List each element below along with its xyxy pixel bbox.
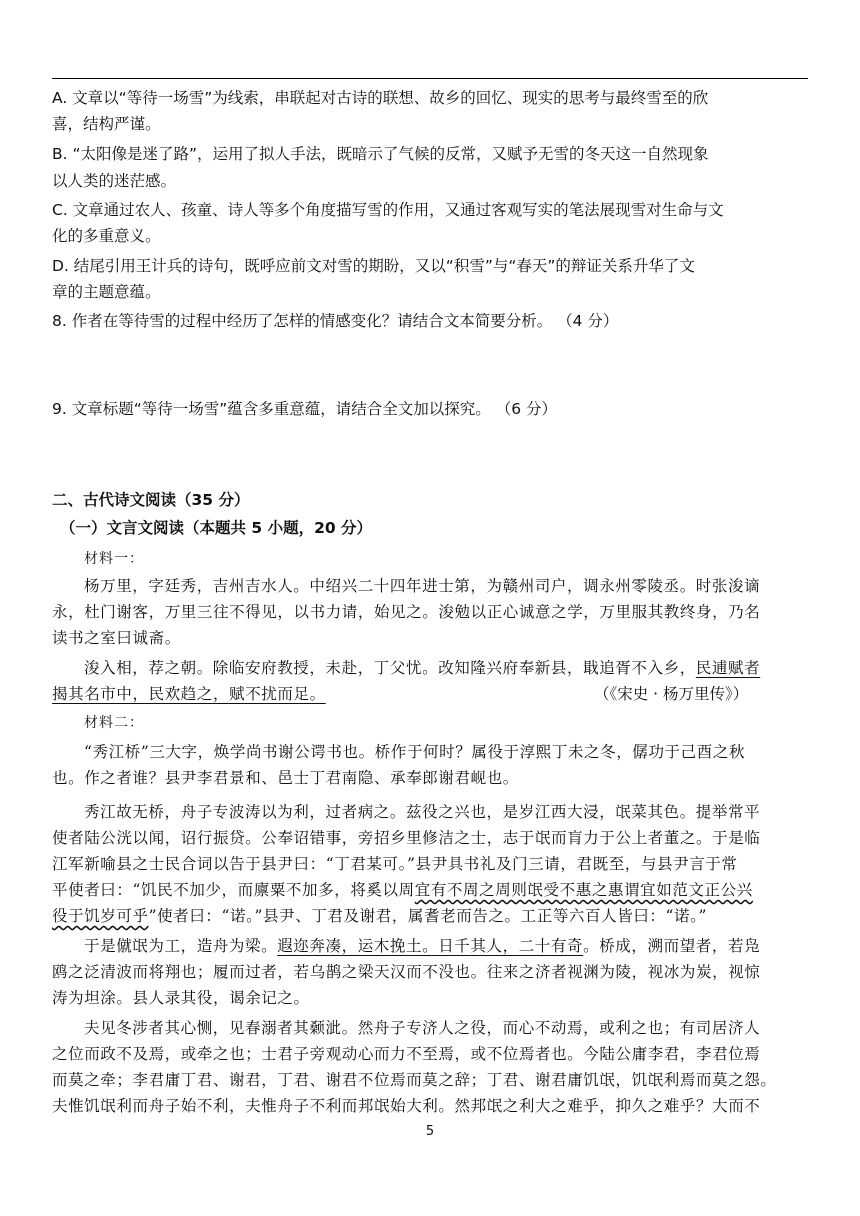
material-1-p1-line-3: 读书之室曰诚斋。 xyxy=(52,629,181,647)
page-number: 5 xyxy=(425,1124,435,1139)
material-2-p4-line-1: 夫见冬涉者其心恻，见春溺者其颡泚。然舟子专济人之役，而心不动焉，或利之也；有司居济人 xyxy=(84,1019,761,1037)
material-2-p3-line-1 xyxy=(52,934,808,956)
material-1-p1-line-2: 永，杜门谢客，万里三往不得见，以书力请，始见之。浚勉以正心诚意之学，万里服其教终身，乃名 xyxy=(52,603,761,621)
wavy-underlined-sentence: 宜有不周之周则氓受不惠之惠谓宜如范文正公兴 xyxy=(414,881,753,899)
header-rule xyxy=(52,78,808,79)
option-c-line-1: C. 文章通过农人、孩童、诗人等多个角度描写雪的作用，又通过客观写实的笔法展现雪对生命与文 xyxy=(52,201,724,219)
wavy-underlined-sentence-cont: 役于饥岁可乎 xyxy=(52,907,149,925)
material-2-p4-line-4: 夫惟饥氓利而舟子始不利，夫惟舟子不利而邦氓始大利。然邦氓之利大之难乎，抑久之难乎？大而不 xyxy=(52,1097,761,1115)
material-2-p3-text: 于是僦氓为工，造舟为梁。 xyxy=(84,937,278,955)
option-a-line-1: A. 文章以“等待一场雪”为线索，串联起对古诗的联想、故乡的回忆、现实的思考与最终雪至的欣 xyxy=(52,89,709,107)
option-d-line-1: D. 结尾引用王计兵的诗句，既呼应前文对雪的期盼，又以“积雪”与“春天”的辩证关系升华了文 xyxy=(52,257,695,275)
underlined-sentence: 民逋赋者 xyxy=(695,659,761,677)
option-a-line-2: 喜，结构严谨。 xyxy=(52,115,161,133)
option-b-line-2: 以人类的迷茫感。 xyxy=(52,172,177,190)
material-1-p2-text: 浚入相，荐之朝。除临安府教授，未赴，丁父忧。改知隆兴府奉新县，戢追胥不入乡， xyxy=(84,659,696,677)
material-2-p3-text-end: 。桥成，溯而望者，若凫 xyxy=(583,937,761,955)
section-subtitle: （一）文言文阅读（本题共 5 小题，20 分） xyxy=(60,519,373,537)
question-9: 9. 文章标题“等待一场雪”蕴含多重意蕴，请结合全文加以探究。 （6 分） xyxy=(52,400,557,418)
material-1-source: （《宋史 · 杨万里传》） xyxy=(594,685,749,703)
material-2-p2-line-5 xyxy=(52,904,808,926)
material-2-p3-line-3: 涛为坦涂。县人录其役，谒余记之。 xyxy=(52,989,310,1007)
section-title: 二、古代诗文阅读（35 分） xyxy=(52,491,250,509)
material-2-p2-text: 平使者曰：“饥民不加少，而廪粟不加多，将奚以周 xyxy=(52,881,415,899)
material-2-p2-text-end: ”使者曰：“诺。”县尹、丁君及谢君，属耆老而告之。工正等六百人皆曰：“诺。” xyxy=(148,907,708,925)
material-2-p2-line-4 xyxy=(52,878,808,900)
material-1-p2-line-1 xyxy=(52,656,808,678)
option-c-line-2: 化的多重意义。 xyxy=(52,227,161,245)
material-2-p4-line-2: 之位而政不及焉，或牵之也；士君子旁观动心而力不至焉，或不位焉者也。今陆公庸李君，李君位焉 xyxy=(52,1045,761,1063)
material-2-p4-line-3: 而莫之牵；李君庸丁君、谢君，丁君、谢君不位焉而莫之辞；丁君、谢君庸饥氓，饥氓利焉而莫之怨。 xyxy=(52,1071,777,1089)
underlined-sentence-cont: 揭其名市中，民欢趋之，赋不扰而足。 xyxy=(52,685,326,703)
material-2-p2-line-1: 秀江故无桥，舟子专波涛以为利，过者病之。兹役之兴也，是岁江西大浸，氓菜其色。提举常平 xyxy=(84,803,761,821)
question-8: 8. 作者在等待雪的过程中经历了怎样的情感变化？请结合文本简要分析。 （4 分） xyxy=(52,312,619,330)
material-2-p1-line-2: 也。作之者谁？县尹李君景和、邑士丁君南隐、承奉郎谢君岘也。 xyxy=(52,769,519,787)
material-2-p1-line-1: “秀江桥”三大字，焕学尚书谢公谔书也。桥作于何时？属役于淳熙丁未之冬，僝功于己酉之秋 xyxy=(84,743,746,761)
material-1-label: 材料一： xyxy=(84,551,144,567)
option-b-line-1: B. “太阳像是迷了路”，运用了拟人手法，既暗示了气候的反常，又赋予无雪的冬天这一自然现象 xyxy=(52,145,709,163)
material-2-p2-line-2: 使者陆公洸以闻，诏行振贷。公奉诏错事，旁招乡里修洁之士，志于氓而肓力于公上者董之。于是临 xyxy=(52,829,761,847)
material-2-p2-line-3: 江军新喻县之士民合词以告于县尹曰：“丁君某可。”县尹具书礼及门三请，君既至，与县尹言于常 xyxy=(52,855,738,873)
material-2-p3-line-2: 鸥之泛清波而将翔也；履而过者，若乌鹊之梁天汉而不没也。往来之济者视渊为陵，视冰为炭，视惊 xyxy=(52,963,761,981)
option-d-line-2: 章的主题意蕴。 xyxy=(52,283,161,301)
material-1-p1-line-1: 杨万里，字廷秀，吉州吉水人。中绍兴二十四年进士第，为赣州司户，调永州零陵丞。时张浚谪 xyxy=(84,577,761,595)
material-2-label: 材料二： xyxy=(84,715,144,731)
underlined-sentence-2: 遐迩奔凑，运木挽土。日千其人，二十有奇 xyxy=(277,937,584,955)
